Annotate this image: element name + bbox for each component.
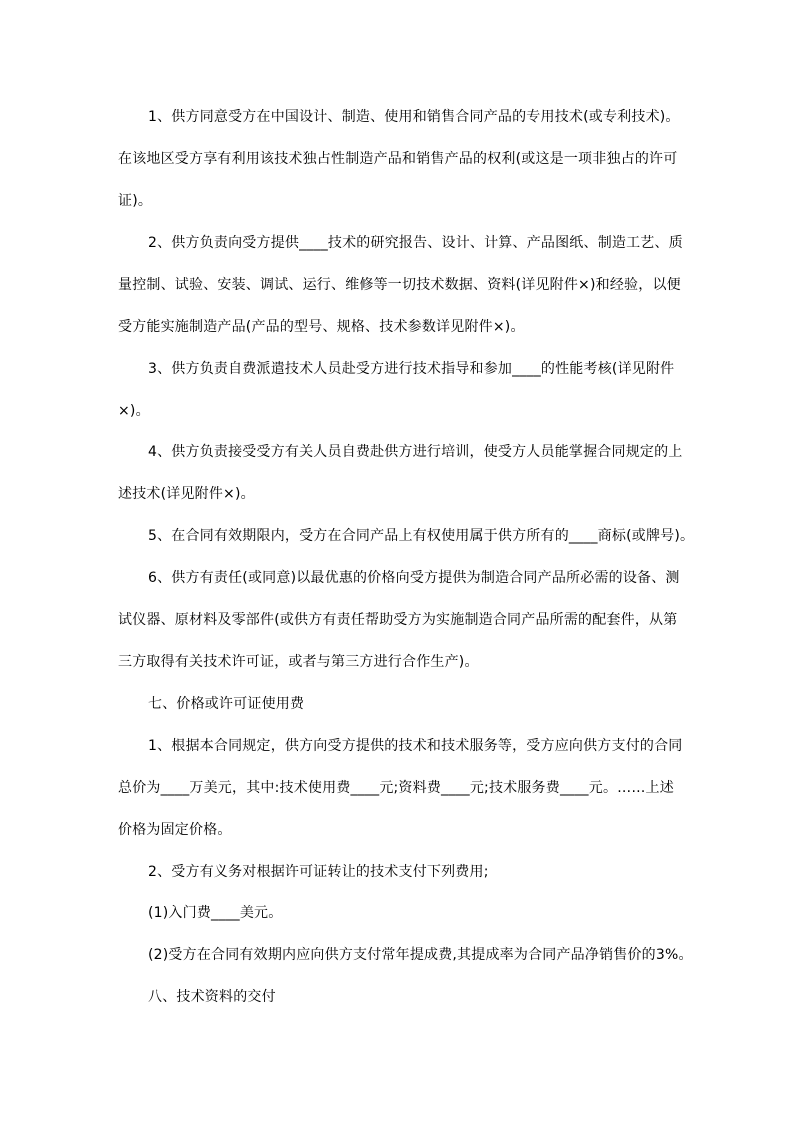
royalty-line: (2)受方在合同有效期内应向供方支付常年提成费,其提成率为合同产品净销售价的3%。 (148, 947, 693, 963)
clause-2-line-1: 2、供方负责向受方提供____技术的研究报告、设计、计算、产品图纸、制造工艺、质 (148, 235, 683, 251)
clause-2-line-3: 受方能实施制造产品(产品的型号、规格、技术参数详见附件×)。 (118, 319, 525, 335)
clause-4-line-1: 4、供方负责接受受方有关人员自费赴供方进行培训，使受方人员能掌握合同规定的上 (148, 444, 683, 460)
price-clause-2-line-1: 2、受方有义务对根据许可证转让的技术支付下列费用; (148, 864, 489, 880)
clause-1-line-1: 1、供方同意受方在中国设计、制造、使用和销售合同产品的专用技术(或专利技术)。 (148, 109, 680, 125)
clause-6-line-3: 三方取得有关技术许可证，或者与第三方进行合作生产)。 (118, 654, 479, 670)
clause-6-line-2: 试仪器、原材料及零部件(或供方有责任帮助受方为实施制造合同产品所需的配套件，从第 (118, 612, 678, 628)
clause-5-line-1: 5、在合同有效期限内，受方在合同产品上有权使用属于供方所有的____商标(或牌号)。 (148, 528, 695, 544)
clause-3-line-2: ×)。 (118, 403, 150, 419)
price-clause-1-line-2: 总价为____万美元，其中:技术使用费____元;资料费____元;技术服务费____元。……上述 (118, 780, 674, 796)
section-8-heading: 八、技术资料的交付 (148, 989, 276, 1005)
entry-fee-line: (1)入门费____美元。 (148, 905, 283, 921)
price-clause-1-line-1: 1、根据本合同规定，供方向受方提供的技术和技术服务等，受方应向供方支付的合同 (148, 738, 683, 754)
section-7-heading: 七、价格或许可证使用费 (148, 696, 305, 712)
clause-1-line-3: 证)。 (118, 193, 153, 209)
price-clause-1-line-3: 价格为固定价格。 (118, 822, 232, 838)
clause-4-line-2: 述技术(详见附件×)。 (118, 486, 255, 502)
clause-6-line-1: 6、供方有责任(或同意)以最优惠的价格向受方提供为制造合同产品所必需的设备、测 (148, 570, 680, 586)
clause-3-line-1: 3、供方负责自费派遣技术人员赴受方进行技术指导和参加____的性能考核(详见附件 (148, 361, 675, 377)
clause-1-line-2: 在该地区受方享有利用该技术独占性制造产品和销售产品的权利(或这是一项非独占的许可 (118, 151, 678, 167)
clause-2-line-2: 量控制、试验、安装、调试、运行、维修等一切技术数据、资料(详见附件×)和经验，以便 (118, 277, 681, 293)
